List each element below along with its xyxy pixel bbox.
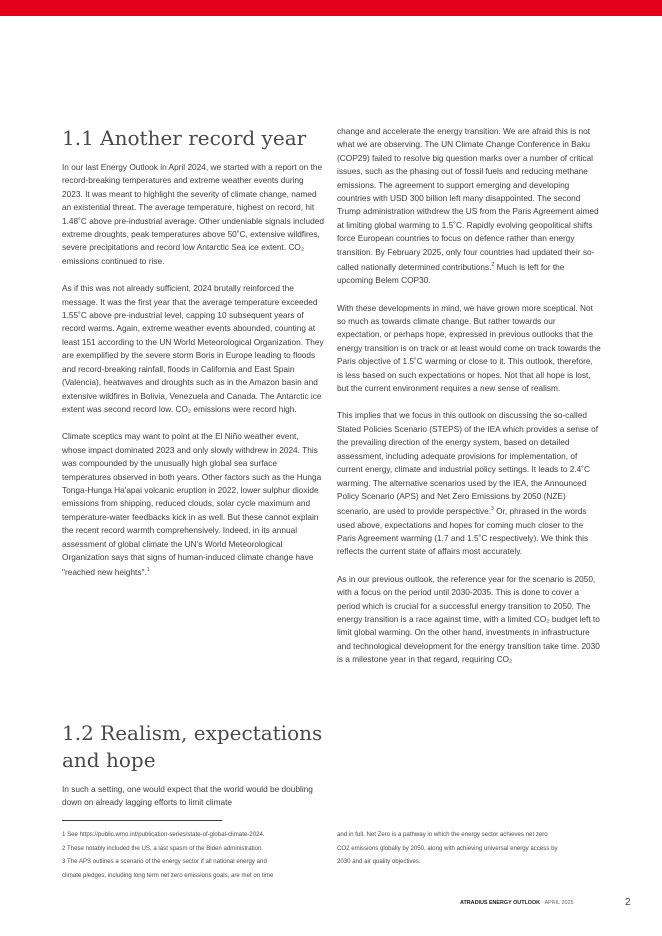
paragraph-text: This implies that we focus in this outlook on discussing the so-called Stated Policies Scenario (STEPS) of the IEA which provides a sense of the prevailing direction of the energy system, based on detailed assessment, including adequate provisions for implementation, of current energy, climate and industrial policy settings. It leads to 2.4˚C warming. The alternative scenarios used by the IEA, the Announced Policy Scenario (APS) and Net Zero Emissions by 2050 (NZE) scenario, are used to provide perspective. xyxy=(337,410,599,517)
footer-date: · APRIL 2025 xyxy=(540,900,574,906)
footnotes-left xyxy=(62,828,324,882)
footnote: climate pledges, including long term net zero emissions goals, are met on time xyxy=(62,871,274,879)
footnote-ref: 2 xyxy=(491,262,495,269)
footnote-ref: 1 xyxy=(146,567,150,574)
top-accent-bar xyxy=(0,0,662,16)
footer-brand: ATRADIUS ENERGY OUTLOOK xyxy=(460,900,541,906)
paragraph: With these developments in mind, we have grown more sceptical. Not so much as towards climate change. But rather towards our expectation, or perhaps hope, expressed in previous outlooks that the energy transition is on track or at least would come on track towards the Paris objective of 1.5˚C warming or close to it. This outlook, therefore, is less based on such expectations or hopes. Not that all hope is lost, but the current environment requires a new sense of realism. xyxy=(337,302,601,394)
section-2 xyxy=(62,720,324,810)
paragraph: In our last Energy Outlook in April 2024, we started with a report on the record-breaking temperatures and extreme weather events during 2023. It was meant to highlight the severity of climate change, named an existential threat. The average temperature, highest on record, hit 1.48˚C above pre-industrial average. Other undeniable signals included extreme droughts, peak temperatures above 50˚C, extensive wildfires, severe precipitations and record low Antarctic Sea ice extent. CO₂ emissions continued to rise. xyxy=(62,162,324,266)
footnote-ref: 3 xyxy=(491,506,494,513)
footnote: 2030 and air quality objectives. xyxy=(337,858,421,865)
footnote: 3 The APS outlines a scenario of the energy sector if all national energy and xyxy=(62,858,267,865)
section-title: 1.1 Another record year xyxy=(62,126,307,150)
footnote-divider xyxy=(62,820,222,821)
paragraph: In such a setting, one would expect that the world would be doubling down on already lagging efforts to limit climate xyxy=(62,784,313,808)
paragraph xyxy=(62,430,324,579)
paragraph-text: Climate sceptics may want to point at the El Niño weather event, whose impact dominated 2023 and only slowly withdrew in 2024. This was compounded by the unusually high global sea surface temperatures observed in both years. Other factors such as the Hunga Tonga-Hunga Ha'apai volcanic eruption in 2022, lower sulphur dioxide emissions from shipping, reduced clouds, solar cycle maximum and temperature-water feedbacks kick in as well. But these cannot explain the recent record warmth comprehensively. Indeed, in its annual assessment of global climate the UN's World Meteorological Organization says that signs of human-induced climate change have "reached new heights". xyxy=(62,431,322,578)
paragraph-text: Or, phrased in the words used above, expectations and hopes for coming much closer to the Paris Agreement warming (1.7 and 1.5˚C respectively). We think this reflects the current state of affairs most accurately. xyxy=(337,506,589,557)
left-column xyxy=(62,125,324,594)
page-number: 2 xyxy=(625,897,631,908)
paragraph-text: Much is left for the upcoming Belem COP30. xyxy=(337,261,565,286)
paragraph xyxy=(337,125,601,288)
footnote: 1 See https://public.wmo.int/publication-series/state-of-global-climate-2024. xyxy=(62,831,265,838)
paragraph: As in our previous outlook, the reference year for the scenario is 2050, with a focus on the period until 2030-2035. This is done to cover a period which is crucial for a successful energy transition to 2050. The energy transition is a race against time, with a limited CO₂ budget left to limit global warming. On the other hand, investments in infrastructure and technological development for the energy transition take time. 2030 is a milestone year in that regard, requiring CO₂ xyxy=(337,573,600,665)
footnotes-right xyxy=(337,828,601,869)
paragraph: As if this was not already sufficient, 2024 brutally reinforced the message. It was the first year that the average temperature exceeded 1.55˚C above pre-industrial level, capping 10 subsequent years of record warms. Again, extreme weather events abounded, counting at least 151 according to the UN World Meteorological Organization. They are exemplified by the severe storm Boris in Europe leading to floods and record-breaking rainfall, floods in California and East Spain (Valencia), heatwaves and droughts such as in the Amazon basin and extensive wildfires in Bolivia, Venezuela and Canada. The Antarctic ice extent was second record low. CO₂ emissions were record high. xyxy=(62,283,324,414)
footnote: and in full. Net Zero is a pathway in which the energy sector achieves net zero xyxy=(337,831,548,838)
right-column xyxy=(337,125,601,681)
section-title: 1.2 Realism, expectations and hope xyxy=(62,721,323,772)
page-footer xyxy=(460,900,600,906)
paragraph-text: change and accelerate the energy transition. We are afraid this is not what we are observing. The UN Climate Change Conference in Baku (COP29) failed to resolve big question marks over a number of critical issues, such as the phasing out of fossil fuels and reducing methane emissions. The agreement to support emerging and developing countries with USD 300 billion left many disappointed. The second Trump administration withdrew the US from the Paris Agreement aimed at limiting global warming to 1.5˚C. Rapidly evolving geopolitical shifts force European countries to focus on defence rather than energy transition. By February 2025, only four countries had updated their so-called nationally determined contributions. xyxy=(337,126,599,272)
footnote: CO2 emissions globally by 2050, along with achieving universal energy access by xyxy=(337,844,558,852)
footnote: 2 These notably included the US, a last spasm of the Biden administration. xyxy=(62,844,264,852)
paragraph xyxy=(337,409,601,558)
